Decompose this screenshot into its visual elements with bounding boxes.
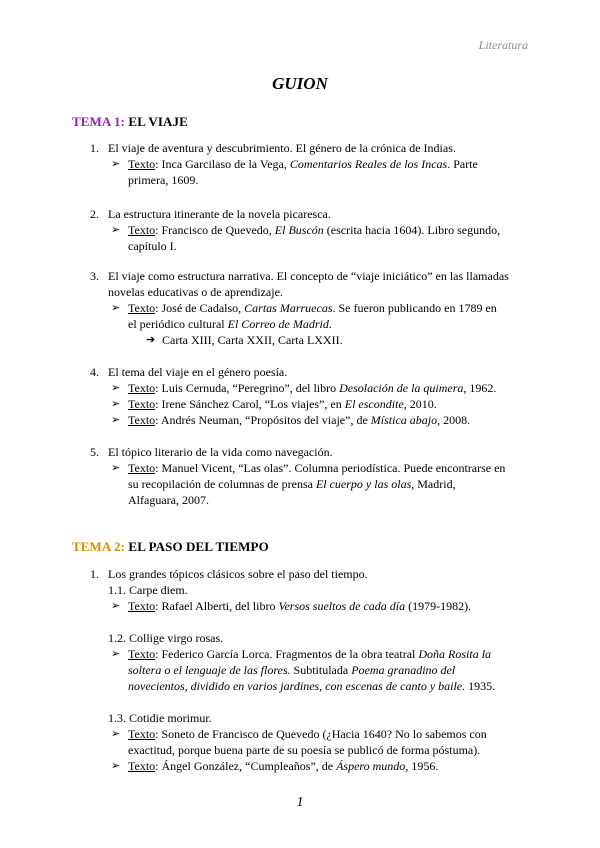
item-number: 4. <box>90 365 99 379</box>
text-part: : Francisco de Quevedo, <box>155 223 275 237</box>
tema2-name: EL PASO DEL TIEMPO <box>125 539 269 554</box>
text-part: : José de Cadalso, <box>155 301 245 315</box>
sub-list-item: 1.3. Cotidie morimur. <box>108 711 212 725</box>
list-item <box>90 268 528 300</box>
running-header: Literatura <box>478 38 528 52</box>
work-title: El escondite <box>344 397 404 411</box>
sub-entry <box>146 332 522 348</box>
text-part: (1979-1982). <box>405 599 472 613</box>
sub-list-item: 1.2. Collige virgo rosas. <box>108 631 224 645</box>
work-title: Desolación de la quimera <box>339 381 464 395</box>
work-title: El cuerpo y las olas <box>315 477 412 491</box>
work-title: Áspero mundo <box>336 759 406 773</box>
text-entry <box>111 598 528 614</box>
list-item <box>90 140 528 156</box>
texto-label: Texto <box>128 647 156 661</box>
item-number: 2. <box>90 207 99 221</box>
work-title: Comentarios Reales de los Incas <box>289 157 448 171</box>
arrowhead-bullet-icon: ➢ <box>111 462 121 474</box>
section-heading-tema2 <box>72 539 269 555</box>
work-title: Mística abajo <box>370 413 438 427</box>
tema1-label: TEMA 1 <box>72 114 121 129</box>
text-part: : Rafael Alberti, del libro <box>155 599 279 613</box>
text-entry <box>111 412 528 428</box>
page-number: 1 <box>296 795 304 810</box>
texto-label: Texto <box>128 223 156 237</box>
text-part: , Madrid, <box>411 477 456 491</box>
text-part: : Luis Cernuda, “Peregrino”, del libro <box>155 381 340 395</box>
text-part: , 1962. <box>463 381 497 395</box>
text-part: . Parte <box>447 157 478 171</box>
text-part: (escrita hacia 1604). Libro segundo, <box>323 223 501 237</box>
text-entry <box>111 156 528 188</box>
item-text: El viaje como estructura narrativa. El concepto de “viaje iniciático” en las llamadas <box>108 269 509 283</box>
work-title: soltera o el lenguaje de las flores. <box>128 663 291 677</box>
text-entry <box>111 380 528 396</box>
texto-label: Texto <box>128 759 156 773</box>
arrowhead-bullet-icon: ➢ <box>111 728 121 740</box>
item-number: 1. <box>90 141 99 155</box>
texto-label: Texto <box>128 461 156 475</box>
text-part: 1935. <box>465 679 496 693</box>
text-part: exactitud, porque buena parte de su poesía se publicó de forma póstuma). <box>128 743 481 757</box>
texto-label: Texto <box>128 157 156 171</box>
arrowhead-bullet-icon: ➢ <box>111 760 121 772</box>
item-number: 3. <box>90 269 99 283</box>
texto-label: Texto <box>128 413 156 427</box>
arrowhead-bullet-icon: ➢ <box>111 648 121 660</box>
list-item <box>90 444 528 460</box>
text-part: : Manuel Vicent, “Las olas”. Columna periodística. Puede encontrarse en <box>155 461 506 475</box>
text-part: , 2008. <box>437 413 471 427</box>
text-entry <box>111 758 528 774</box>
list-item <box>90 206 528 222</box>
sub-list-item: 1.1. Carpe diem. <box>108 583 188 597</box>
text-entry <box>111 646 528 694</box>
tema2-sep: : <box>120 539 126 554</box>
work-title: Cartas Marruecas <box>244 301 333 315</box>
work-title: El Correo de Madrid <box>227 317 329 331</box>
text-part: : Soneto de Francisco de Quevedo (¿Hacia 1640? No lo sabemos con <box>155 727 487 741</box>
item-text: La estructura itinerante de la novela picaresca. <box>108 207 331 221</box>
section-heading-tema1 <box>72 114 188 130</box>
text-part: primera, 1609. <box>128 173 199 187</box>
item-text: novelas educativas o de aprendizaje. <box>108 285 283 299</box>
text-entry <box>111 300 528 332</box>
item-number: 5. <box>90 445 99 459</box>
list-item <box>90 364 528 380</box>
texto-label: Texto <box>128 599 156 613</box>
texto-label: Texto <box>128 727 156 741</box>
arrowhead-bullet-icon: ➢ <box>111 398 121 410</box>
text-part: : Andrés Neuman, “Propósitos del viaje”, de <box>155 413 371 427</box>
arrowhead-bullet-icon: ➢ <box>111 302 121 314</box>
text-entry <box>111 396 528 412</box>
text-part: : Federico García Lorca. Fragmentos de la obra teatral <box>155 647 419 661</box>
text-part: : Inca Garcilaso de la Vega, <box>155 157 290 171</box>
text-entry <box>111 726 528 758</box>
arrowhead-bullet-icon: ➢ <box>111 224 121 236</box>
text-part: Alfaguara, 2007. <box>128 493 209 507</box>
text-entry <box>111 460 528 508</box>
work-title: Versos sueltos de cada día <box>278 599 406 613</box>
text-entry <box>111 222 528 254</box>
item-text: El tópico literario de la vida como navegación. <box>108 445 333 459</box>
arrowhead-bullet-icon: ➢ <box>111 414 121 426</box>
text-part: , 2010. <box>403 397 437 411</box>
arrowhead-bullet-icon: ➢ <box>111 600 121 612</box>
work-title: El Buscón <box>274 223 324 237</box>
text-part: capítulo I. <box>128 239 177 253</box>
text-part: : Irene Sánchez Carol, “Los viajes”, en <box>155 397 345 411</box>
right-arrow-icon: ➔ <box>146 334 156 346</box>
item-text: El viaje de aventura y descubrimiento. El género de la crónica de Indias. <box>108 141 456 155</box>
tema1-sep: : <box>120 114 126 129</box>
tema1-name: EL VIAJE <box>125 114 188 129</box>
arrowhead-bullet-icon: ➢ <box>111 158 121 170</box>
text-part: , 1956. <box>405 759 439 773</box>
work-title: Poema granadino del <box>351 663 456 677</box>
item-number: 1. <box>90 567 99 581</box>
texto-label: Texto <box>128 381 156 395</box>
work-title: novecientos, dividido en varios jardines, con escenas de canto y baile. <box>128 679 466 693</box>
item-text: Los grandes tópicos clásicos sobre el paso del tiempo. <box>108 567 368 581</box>
text-part: el periódico cultural <box>128 317 228 331</box>
tema2-label: TEMA 2 <box>72 539 121 554</box>
text-part: . <box>328 317 332 331</box>
text-part: Subtitulada <box>290 663 352 677</box>
text-part: : Ángel González, “Cumpleaños”, de <box>155 759 337 773</box>
letters-list: Carta XIII, Carta XXII, Carta LXXII. <box>162 333 343 347</box>
arrowhead-bullet-icon: ➢ <box>111 382 121 394</box>
texto-label: Texto <box>128 301 156 315</box>
texto-label: Texto <box>128 397 156 411</box>
item-text: El tema del viaje en el género poesía. <box>108 365 288 379</box>
text-part: . Se fueron publicando en 1789 en <box>332 301 497 315</box>
list-item <box>90 566 528 582</box>
text-part: su recopilación de columnas de prensa <box>128 477 316 491</box>
document-title: GUION <box>272 74 328 93</box>
work-title: Doña Rosita la <box>418 647 492 661</box>
